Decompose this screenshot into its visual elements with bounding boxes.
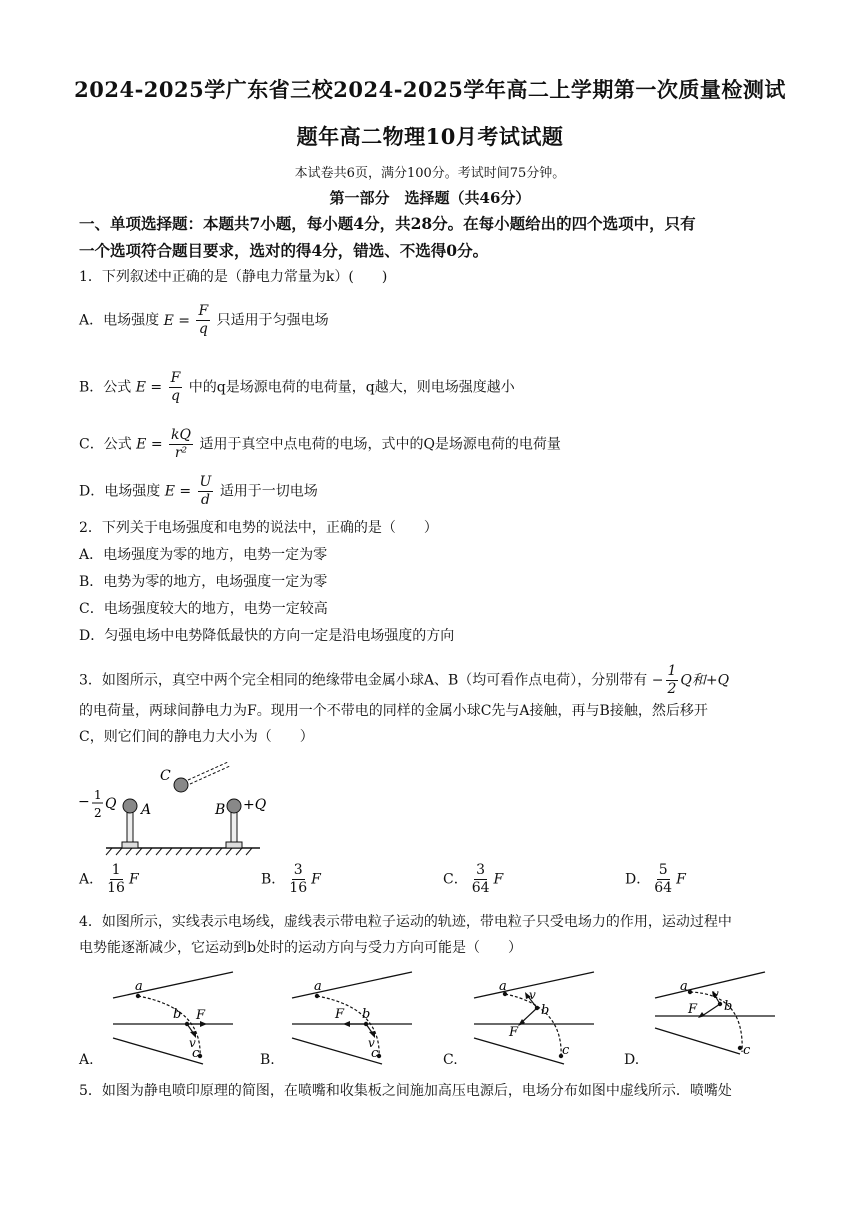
q3-fig-a: A [141, 802, 152, 818]
q4b-c: c [371, 1046, 379, 1061]
option-label: C． [443, 871, 468, 888]
q3-fig-neg: − [78, 794, 90, 810]
q1-d-frac [198, 474, 214, 509]
option-frac [105, 862, 127, 897]
q3-figure [78, 752, 278, 856]
q3-fig-two: 2 [94, 806, 102, 820]
q4d-f: F [688, 1002, 698, 1017]
q1-b-frac [169, 370, 183, 405]
option-var: F [311, 871, 321, 888]
q4a-f: F [196, 1008, 206, 1023]
q3-line1 [79, 663, 729, 698]
frac-num: 5 [658, 862, 668, 878]
exam-meta: 本试卷共6页，满分100分。考试时间75分钟。 [294, 166, 566, 181]
q1-c-eq: E = [136, 436, 163, 453]
frac-num: 1 [667, 663, 677, 679]
option-var: F [676, 871, 686, 888]
q1-a-post: 只适用于匀强电场 [216, 312, 329, 329]
q3-fig-posq: +Q [243, 797, 267, 813]
q4b-b: b [362, 1007, 371, 1022]
q4a-v: v [189, 1036, 196, 1050]
frac-den: r² [174, 445, 188, 461]
q1-b-eq: E = [135, 379, 163, 396]
option-var: F [493, 871, 504, 888]
q3-fig-b: B [215, 802, 226, 818]
q4-figure-a [108, 968, 238, 1068]
q4b-f: F [335, 1007, 345, 1022]
q4a-b: b [173, 1007, 182, 1022]
q1-a-pre: A．电场强度 [79, 312, 160, 329]
q1-b-pre: B．公式 [79, 379, 132, 396]
q4-option-a-label: A. [79, 1052, 94, 1068]
q3-option-c [443, 862, 503, 897]
q4-figure-d [650, 962, 780, 1062]
q1-d-pre: D．电场强度 [79, 483, 161, 500]
frac-num: F [198, 303, 209, 319]
q1-b-post: 中的q是场源电荷的电荷量，q越大，则电场强度越小 [188, 379, 515, 396]
q1-a-frac [196, 303, 210, 338]
q3-minus: − [651, 672, 664, 689]
q1-c-frac [169, 427, 193, 462]
q4d-a: a [680, 979, 688, 994]
frac-num: kQ [171, 427, 191, 443]
option-frac [287, 862, 309, 897]
frac-num: 3 [476, 862, 486, 878]
q4a-c: c [192, 1046, 200, 1061]
q1-option-a [79, 303, 329, 338]
q4-line2: 电势能逐渐减少，它运动到b处时的运动方向与受力方向可能是（ ） [79, 940, 522, 956]
q4-figure-c [469, 968, 599, 1068]
section-heading: 第一部分 选择题（共46分） [329, 189, 531, 207]
q1-c-post: 适用于真空中点电荷的电场，式中的Q是场源电荷的电荷量 [199, 436, 561, 453]
q3-fig-q: Q [105, 796, 117, 812]
q3-half-frac [666, 663, 679, 698]
frac-den: q [198, 321, 208, 337]
frac-den: 16 [289, 880, 308, 896]
option-label: A． [79, 871, 104, 888]
q1-stem: 1．下列叙述中正确的是（静电力常量为k）( ) [79, 269, 388, 285]
q4-line1: 4．如图所示，实线表示电场线，虚线表示带电粒子运动的轨迹，带电粒子只受电场力的作用，运动过程中 [79, 914, 732, 930]
q4d-c: c [743, 1043, 751, 1058]
instructions-line1: 一、单项选择题：本题共7小题，每小题4分，共28分。在每小题给出的四个选项中，只有 [79, 214, 696, 233]
q1-d-eq: E = [164, 483, 192, 500]
q1-option-d [79, 474, 318, 509]
q3-fig-one: 1 [94, 788, 102, 802]
q4c-a: a [499, 979, 507, 994]
frac-den: 16 [107, 880, 125, 896]
q3-line2: 的电荷量，两球间静电力为F。现用一个不带电的同样的金属小球C先与A接触，再与B接触，然后移开 [79, 703, 708, 719]
q3-option-a [79, 862, 139, 897]
q4c-b: b [541, 1003, 550, 1018]
q5-line1: 5．如图为静电喷印原理的简图，在喷嘴和收集板之间施加高压电源后，电场分布如图中虚线所示．喷嘴处 [79, 1083, 732, 1099]
frac-den: q [170, 388, 180, 404]
q4c-v: v [529, 988, 536, 1002]
q4-figure-b [287, 968, 417, 1068]
frac-den: d [200, 492, 210, 508]
frac-den: 2 [667, 681, 677, 697]
q4d-v: v [712, 987, 719, 1001]
q4-option-b-label: B. [260, 1052, 275, 1068]
q4b-a: a [314, 979, 322, 994]
q1-option-c [79, 427, 561, 462]
exam-title-line2: 题年高二物理10月考试试题 [296, 124, 564, 149]
option-label: B． [261, 871, 286, 888]
q1-a-formula [163, 303, 217, 337]
q4-option-d-label: D. [624, 1052, 640, 1068]
q2-option-a: A．电场强度为零的地方，电势一定为零 [79, 547, 328, 563]
q4c-c: c [562, 1043, 570, 1058]
frac-num: U [199, 474, 212, 490]
q4a-a: a [135, 979, 143, 994]
option-frac [470, 862, 492, 897]
q2-stem: 2．下列关于电场强度和电势的说法中，正确的是（ ） [79, 520, 438, 536]
frac-num: F [170, 370, 181, 386]
q1-option-b [79, 370, 515, 405]
q3-fig-c: C [160, 768, 171, 784]
option-frac [652, 862, 674, 897]
q4c-f: F [509, 1025, 519, 1040]
option-var: F [128, 871, 139, 888]
q3-line3: C，则它们间的静电力大小为（ ） [79, 729, 314, 745]
exam-title-line1: 2024-2025学广东省三校2024-2025学年高二上学期第一次质量检测试 [74, 77, 786, 102]
option-label: D． [625, 871, 651, 888]
frac-num: 3 [293, 862, 303, 878]
q3-option-b [261, 862, 321, 897]
q1-a-eq: E = [163, 312, 190, 329]
q1-d-post: 适用于一切电场 [219, 483, 318, 500]
q3-line1-pre: 3．如图所示，真空中两个完全相同的绝缘带电金属小球A、B（均可看作点电荷），分别带有 [79, 672, 648, 689]
frac-num: 1 [111, 862, 121, 878]
q2-option-c: C．电场强度较大的地方，电势一定较高 [79, 601, 328, 617]
q2-option-d: D．匀强电场中电势降低最快的方向一定是沿电场强度的方向 [79, 628, 455, 644]
frac-den: 64 [654, 880, 673, 896]
q4d-b: b [724, 999, 733, 1014]
q1-c-pre: C．公式 [79, 436, 132, 453]
q4b-v: v [368, 1036, 375, 1050]
frac-den: 64 [471, 880, 490, 896]
q3-option-d [625, 862, 686, 897]
q2-option-b: B．电势为零的地方，电场强度一定为零 [79, 574, 328, 590]
instructions-line2: 一个选项符合题目要求，选对的得4分，错选、不选得0分。 [79, 241, 489, 260]
q4-option-c-label: C. [443, 1052, 458, 1068]
q3-line1-post: Q和+Q [680, 672, 730, 689]
